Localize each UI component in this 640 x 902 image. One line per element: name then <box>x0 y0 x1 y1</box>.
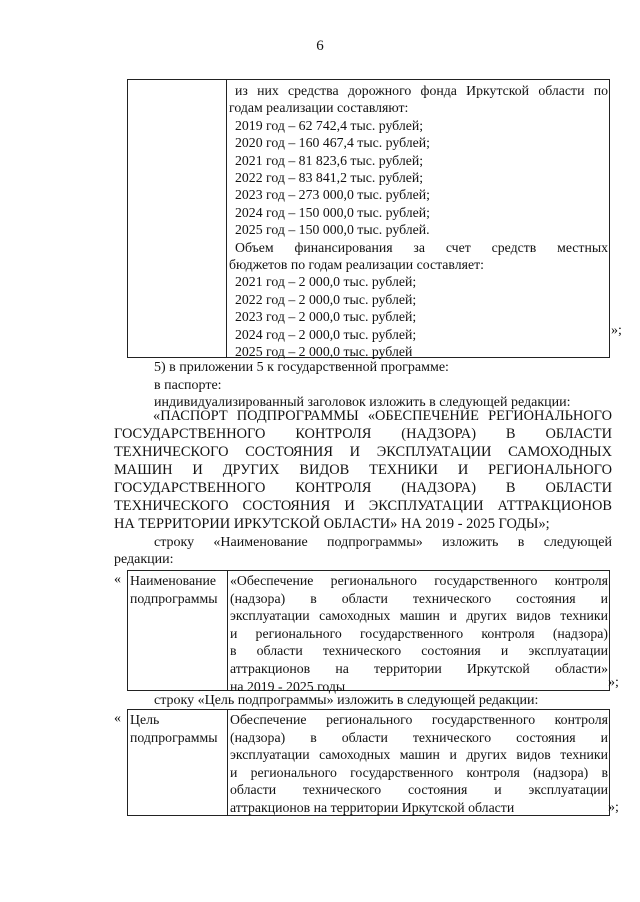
heading-line: ТЕХНИЧЕСКОГО СОСТОЯНИЯ И ЭКСПЛУАТАЦИИ АТТРАКЦИОНОВ <box>114 498 612 514</box>
funding-line: 2022 год – 83 841,2 тыс. рублей; <box>235 170 424 186</box>
funding-line: 2024 год – 150 000,0 тыс. рублей; <box>235 204 430 220</box>
passport-text: в паспорте: <box>154 378 222 393</box>
label-line: Наименование <box>130 573 216 588</box>
value-line: (надзора) в области технического состояния и <box>230 729 608 745</box>
subprogram-heading <box>114 407 612 533</box>
closing-quote: »; <box>611 323 622 338</box>
value-line: Обеспечение регионального государственного контроля <box>230 712 608 727</box>
goal-table <box>127 709 610 816</box>
open-quote: « <box>114 711 121 726</box>
heading-line: ТЕХНИЧЕСКОГО СОСТОЯНИЯ И ЭКСПЛУАТАЦИИ САМОХОДНЫХ <box>114 444 612 460</box>
funding-line: годам реализации составляют: <box>229 100 409 116</box>
heading-line: НА ТЕРРИТОРИИ ИРКУТСКОЙ ОБЛАСТИ» НА 2019 - 2025 ГОДЫ»; <box>114 516 550 532</box>
value-line: «Обеспечение регионального государственного контроля <box>230 573 608 588</box>
goal-value <box>230 711 608 817</box>
value-line: и регионального государственного контроля (надзора) <box>230 625 608 641</box>
name-instruction-cont: редакции: <box>114 552 174 567</box>
page-number: 6 <box>316 38 324 54</box>
funding-line: 2021 год – 2 000,0 тыс. рублей; <box>235 274 417 290</box>
value-line: эксплуатации самоходных машин и других видов техники <box>230 608 608 624</box>
funding-line: Объем финансирования за счет средств местных <box>235 239 608 255</box>
value-line: области технического состояния и эксплуатации <box>230 782 608 798</box>
open-quote: « <box>114 572 121 587</box>
name-label <box>130 572 225 607</box>
value-line: аттракционов на территории Иркутской области <box>230 799 515 815</box>
funding-line: 2023 год – 2 000,0 тыс. рублей; <box>235 309 417 325</box>
label-line: Цель <box>130 712 160 727</box>
label-line: подпрограммы <box>130 590 218 606</box>
item-5-text: 5) в приложении 5 к государственной программе: <box>154 360 449 375</box>
value-line: в области технического состояния и эксплуатации <box>230 643 608 659</box>
header-instruction: индивидуализированный заголовок изложить в следующей редакции: <box>154 395 571 410</box>
goal-instruction: строку «Цель подпрограммы» изложить в следующей редакции: <box>154 693 539 708</box>
funding-text <box>229 82 608 361</box>
name-value <box>230 572 608 695</box>
funding-line: бюджетов по годам реализации составляет: <box>229 257 484 273</box>
funding-line: 2022 год – 2 000,0 тыс. рублей; <box>235 291 417 307</box>
table-column-divider <box>226 80 227 357</box>
funding-table <box>127 79 610 358</box>
label-line: подпрограммы <box>130 729 218 745</box>
funding-line: из них средства дорожного фонда Иркутской области по <box>235 83 608 98</box>
table-column-divider <box>227 571 228 690</box>
table-column-divider <box>227 710 228 815</box>
funding-line: 2019 год – 62 742,4 тыс. рублей; <box>235 117 424 133</box>
heading-line: ГОСУДАРСТВЕННОГО КОНТРОЛЯ (НАДЗОРА) В ОБЛАСТИ <box>114 426 612 442</box>
funding-line: 2025 год – 150 000,0 тыс. рублей. <box>235 222 430 238</box>
funding-line: 2024 год – 2 000,0 тыс. рублей; <box>235 326 417 342</box>
funding-line: 2023 год – 273 000,0 тыс. рублей; <box>235 187 430 203</box>
closing-quote: »; <box>608 675 619 690</box>
goal-label <box>130 711 225 746</box>
funding-line: 2021 год – 81 823,6 тыс. рублей; <box>235 152 424 168</box>
funding-line: 2025 год – 2 000,0 тыс. рублей <box>235 344 413 360</box>
value-line: (надзора) в области технического состояния и <box>230 590 608 606</box>
closing-quote: »; <box>608 800 619 815</box>
name-instruction: строку «Наименование подпрограммы» изложить в следующей <box>154 535 612 550</box>
name-table <box>127 570 610 694</box>
funding-line: 2020 год – 160 467,4 тыс. рублей; <box>235 135 430 151</box>
heading-line: ГОСУДАРСТВЕННОГО КОНТРОЛЯ (НАДЗОРА) В ОБЛАСТИ <box>114 480 612 496</box>
value-line: эксплуатации самоходных машин и других видов техники <box>230 747 608 763</box>
heading-line: «ПАСПОРТ ПОДПРОГРАММЫ «ОБЕСПЕЧЕНИЕ РЕГИОНАЛЬНОГО <box>153 408 612 424</box>
value-line: и регионального государственного контроля (надзора) в <box>230 764 608 780</box>
value-line: аттракционов на территории Иркутской области» <box>230 660 608 676</box>
heading-line: МАШИН И ДРУГИХ ВИДОВ ТЕХНИКИ И РЕГИОНАЛЬНОГО <box>114 462 612 478</box>
value-line: на 2019 - 2025 годы <box>230 678 346 694</box>
